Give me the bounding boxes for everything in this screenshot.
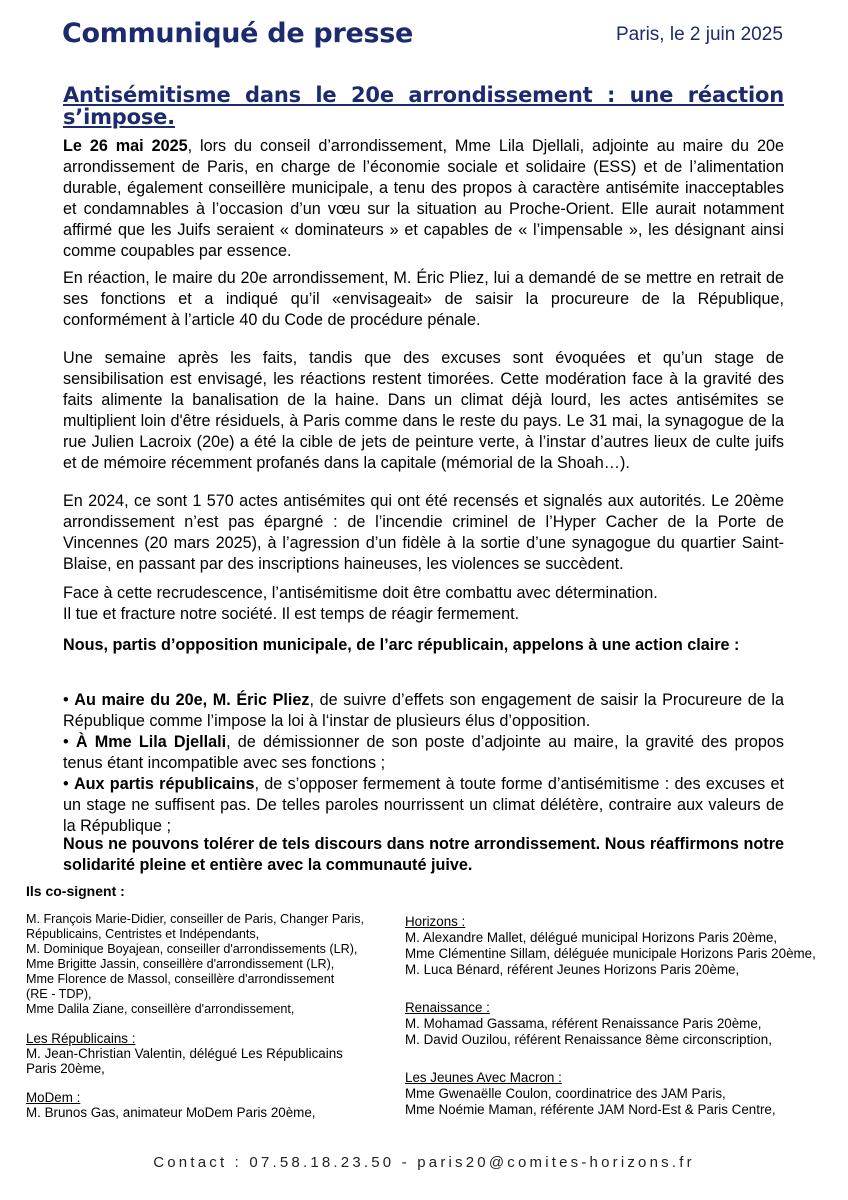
closing-statement: Nous ne pouvons tolérer de tels discours dans notre arrondissement. Nous réaffirmons notre solidarité pleine et entière avec la communauté juive.: [63, 835, 784, 874]
paragraph-5-line-2: Il tue et fracture notre société. Il est temps de réagir fermement.: [63, 605, 520, 623]
paragraph-1-date: Le 26 mai 2025: [63, 137, 188, 155]
signatory: Paris 20ème,: [26, 1061, 105, 1076]
signatory: Mme Noémie Maman, référente JAM Nord-Est & Paris Centre,: [405, 1102, 776, 1117]
signatory: M. Mohamad Gassama, référent Renaissance Paris 20ème,: [405, 1016, 762, 1031]
headline: Antisémitisme dans le 20e arrondissement : une réaction s’impose.: [63, 83, 784, 129]
demand-lead: Au maire du 20e, M. Éric Pliez: [74, 691, 310, 709]
signatory: M. David Ouzilou, référent Renaissance 8ème circonscription,: [405, 1032, 772, 1047]
call-to-action: Nous, partis d’opposition municipale, de l’arc républicain, appelons à une action claire :: [63, 636, 740, 654]
signatory: Mme Florence de Massol, conseillère d'arrondissement: [26, 972, 335, 986]
signatory: Mme Gwenaëlle Coulon, coordinatrice des JAM Paris,: [405, 1086, 726, 1101]
signatory: M. Brunos Gas, animateur MoDem Paris 20ème,: [26, 1105, 316, 1120]
signatory: M. Luca Bénard, référent Jeunes Horizons Paris 20ème,: [405, 962, 740, 977]
signatory: Républicains, Centristes et Indépendants,: [26, 927, 260, 941]
demand-text: , de suivre d’effets son engagement de saisir la Procureure de la République comme l’impose la loi à l‘instar de plusieurs élus d’opposition.: [63, 691, 784, 730]
bullet: •: [63, 775, 74, 793]
paragraph-1-text: , lors du conseil d’arrondissement, Mme Lila Djellali, adjointe au maire du 20e arrondissement de Paris, en charge de l’économie sociale et solidaire (ESS) et de l’alimentation durable, également conseillère municipale, a tenu des propos à caractère antisémite inacceptables et condamnables à l’occasion d’un vœu sur la situation au Proche-Orient. Elle aurait notamment affirmé que les Juifs seraient « dominateurs » et capables de « l’impensable », les désignant ainsi comme coupables par essence.: [63, 137, 784, 260]
demand-lead: Aux partis républicains: [73, 775, 255, 793]
group-title-jam: Les Jeunes Avec Macron :: [405, 1070, 562, 1085]
group-title-modem: MoDem :: [26, 1090, 81, 1105]
signatory: M. François Marie-Didier, conseiller de Paris, Changer Paris,: [26, 912, 365, 926]
signatory: Mme Dalila Ziane, conseillère d'arrondissement,: [26, 1002, 295, 1016]
signatory: M. Dominique Boyajean, conseiller d'arrondissements (LR),: [26, 942, 358, 956]
demand-text: , de démissionner de son poste d’adjointe au maire, la gravité des propos tenus étant incompatible avec ses fonctions ;: [63, 733, 784, 772]
paragraph-3: Une semaine après les faits, tandis que des excuses sont évoquées et qu’un stage de sensibilisation est envisagé, les réactions restent timorées. Cette modération face à la gravité des faits alimente la banalisation de la haine. Dans un climat déjà lourd, les actes antisémites se multiplient loin d'être résiduels, à Paris comme dans le reste du pays. Le 31 mai, la synagogue de la rue Julien Lacroix (20e) a été la cible de jets de peinture verte, à l’instar d’autres lieux de culte juifs et de mémoire récemment profanés dans la capitale (mémorial de la Shoah…).: [63, 349, 784, 472]
paragraph-4: En 2024, ce sont 1 570 actes antisémites qui ont été recensés et signalés aux autorités. Le 20ème arrondissement n’est pas épargné : de l’incendie criminel de l’Hyper Cacher de la Porte de Vincennes (20 mars 2025), à l’agression d’un fidèle à la sortie d’une synagogue du quartier Saint-Blaise, en passant par des inscriptions haineuses, les violences se succèdent.: [63, 492, 784, 573]
signatory: M. Jean-Christian Valentin, délégué Les Républicains: [26, 1046, 343, 1061]
paragraph-5: [63, 583, 784, 625]
demand-lead: À Mme Lila Djellali: [75, 733, 227, 751]
signatories-left: [26, 912, 396, 1120]
group-title-renaissance: Renaissance :: [405, 1000, 490, 1015]
paragraph-5-line-1: Face à cette recrudescence, l’antisémitisme doit être combattu avec détermination.: [63, 584, 658, 602]
page-title: Communiqué de presse: [62, 18, 414, 49]
bullet: •: [63, 691, 75, 709]
group-title-lr: Les Républicains :: [26, 1031, 136, 1046]
bullet: •: [63, 733, 76, 751]
demand-item: [63, 690, 784, 732]
signatory: M. Alexandre Mallet, délégué municipal Horizons Paris 20ème,: [405, 930, 778, 945]
group-title-horizons: Horizons :: [405, 914, 466, 929]
demand-text: , de s’opposer fermement à toute forme d’antisémitisme : des excuses et un stage ne suffisent pas. De telles paroles nourrissent un climat délétère, contraire aux valeurs de la République ;: [63, 775, 784, 835]
paragraph-2: En réaction, le maire du 20e arrondissement, M. Éric Pliez, lui a demandé de se mettre en retrait de ses fonctions et a indiqué qu’il «envisageait» de saisir la procureure de la République, conformément à l’article 40 du Code de procédure pénale.: [63, 269, 784, 329]
signatory: Mme Clémentine Sillam, déléguée municipale Horizons Paris 20ème,: [405, 946, 816, 961]
signatory: Mme Brigitte Jassin, conseillère d'arrondissement (LR),: [26, 957, 335, 971]
contact-footer: Contact : 07.58.18.23.50 - paris20@comites-horizons.fr: [153, 1154, 695, 1171]
signatory: (RE - TDP),: [26, 987, 92, 1001]
paragraph-1: [63, 136, 784, 262]
signatories-right: [405, 914, 845, 1118]
dateline: Paris, le 2 juin 2025: [616, 24, 783, 45]
demand-item: [63, 732, 784, 774]
signatories-heading: Ils co-signent :: [26, 883, 125, 899]
demand-item: [63, 774, 784, 837]
demands-list: [63, 690, 784, 837]
